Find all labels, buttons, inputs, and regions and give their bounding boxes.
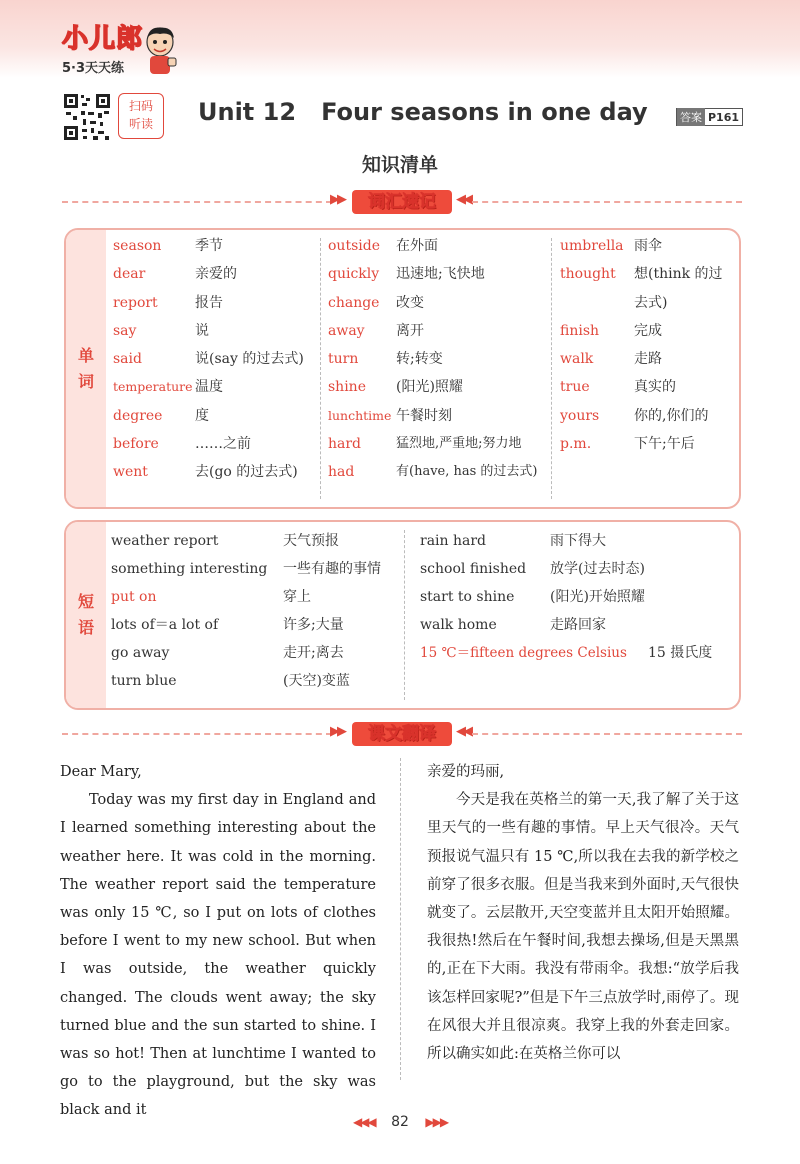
- word-zh: 迅速地;飞快地: [396, 266, 485, 283]
- word-en: p.m.: [560, 436, 592, 453]
- chinese-greeting: 亲爱的玛丽,: [427, 764, 505, 780]
- list-item: [113, 377, 304, 405]
- phrase-en: turn blue: [111, 673, 177, 689]
- words-col-2: [328, 236, 538, 491]
- word-en: said: [113, 351, 142, 368]
- list-item: [328, 349, 538, 377]
- translation-section-label: 课文翻译: [352, 722, 452, 746]
- column-separator: [320, 238, 321, 499]
- phrase-zh: 许多;大量: [283, 617, 344, 633]
- word-en: went: [113, 464, 148, 481]
- phrases-box: [64, 520, 741, 710]
- list-item: [560, 377, 723, 405]
- word-en: umbrella: [560, 238, 624, 254]
- translation-section-divider: [62, 722, 742, 746]
- chinese-passage: [427, 758, 739, 1068]
- brand-name: 小儿郎: [62, 24, 144, 54]
- list-item: [111, 531, 381, 559]
- qr-code-icon[interactable]: [63, 93, 111, 141]
- answer-page: P161: [708, 110, 740, 124]
- phrases-col-2: [420, 531, 712, 671]
- phrase-zh: 走开;离去: [283, 645, 344, 661]
- list-item: [328, 462, 538, 490]
- english-body: Today was my first day in England and I learned something interesting about the weather here. It was cold in the morning. The weather report said the temperature was only 15 ℃, so I put on lots of clothes before I went to my new school. But when I was outside, the weather quickly changed. The clouds went away; the sky turned blue and the sun started to shine. I was so hot! Then at lunchtime I wanted to go to the playground, but the sky was black and it: [60, 792, 376, 1119]
- list-item: [420, 531, 712, 559]
- word-en: before: [113, 436, 159, 453]
- arrow-right-icon: ▶▶: [330, 192, 344, 207]
- word-en: dear: [113, 266, 146, 283]
- column-separator: [404, 530, 405, 700]
- mascot-icon: [140, 24, 180, 76]
- phrase-zh: (阳光)开始照耀: [550, 589, 645, 605]
- vocab-section-label: 词汇速记: [352, 190, 452, 214]
- arrow-left-icon: ◀◀: [456, 724, 470, 739]
- list-item: [560, 293, 723, 321]
- word-zh: 报告: [195, 294, 223, 311]
- phrase-zh: (天空)变蓝: [283, 673, 350, 689]
- word-zh: 雨伞: [634, 238, 662, 254]
- word-en: change: [328, 294, 380, 311]
- word-zh: 亲爱的: [195, 266, 237, 283]
- words-col-1: [113, 236, 304, 491]
- list-item: [328, 377, 538, 405]
- word-en: thought: [560, 266, 616, 283]
- list-item: [560, 406, 723, 434]
- word-en: walk: [560, 351, 594, 368]
- list-item: [420, 559, 712, 587]
- phrase-en: lots of＝a lot of: [111, 617, 219, 633]
- column-separator: [551, 238, 552, 499]
- phrase-zh: 放学(过去时态): [550, 561, 645, 577]
- phrase-en: rain hard: [420, 533, 487, 549]
- word-zh: 真实的: [634, 379, 676, 396]
- word-zh: 你的,你们的: [634, 407, 709, 424]
- divider-line-right: [472, 201, 742, 203]
- page-number-text: 82: [391, 1114, 409, 1130]
- arrow-right-icon: ▶▶: [330, 724, 344, 739]
- list-item: [328, 406, 538, 434]
- section-title: 知识清单: [361, 154, 438, 176]
- list-item: [113, 293, 304, 321]
- word-zh: 猛烈地,严重地;努力地: [396, 436, 522, 452]
- arrow-left-icon: ◀◀: [456, 192, 470, 207]
- phrases-col-1: [111, 531, 381, 699]
- phrase-en: something interesting: [111, 561, 268, 577]
- list-item: [111, 587, 381, 615]
- words-label-char2: 词: [77, 371, 94, 391]
- list-item: [111, 559, 381, 587]
- word-en: had: [328, 464, 355, 481]
- word-zh: 改变: [396, 294, 424, 311]
- word-en: away: [328, 322, 365, 339]
- word-zh: 有(have, has 的过去式): [396, 464, 538, 480]
- list-item: [113, 236, 304, 264]
- column-separator: [400, 758, 401, 1080]
- word-en: turn: [328, 351, 359, 368]
- divider-line-left: [62, 201, 332, 203]
- word-zh: 去式): [634, 294, 668, 311]
- word-en: hard: [328, 436, 362, 453]
- word-zh: 离开: [396, 322, 424, 339]
- answer-page-tag: [676, 108, 743, 126]
- phrase-en: start to shine: [420, 589, 515, 605]
- word-en: outside: [328, 238, 380, 254]
- phrases-label-char2: 语: [77, 618, 94, 637]
- word-zh: 说: [195, 322, 209, 339]
- word-en: degree: [113, 407, 163, 424]
- word-zh: 完成: [634, 322, 662, 339]
- list-item: [111, 615, 381, 643]
- words-col-3: [560, 236, 723, 462]
- english-passage: [60, 758, 376, 1125]
- divider-line-right: [472, 733, 742, 735]
- scan-tag-line2: 听读: [128, 117, 153, 131]
- word-en: lunchtime: [328, 407, 392, 423]
- words-label-char1: 单: [77, 345, 94, 365]
- phrase-zh: 15 摄氏度: [648, 645, 713, 661]
- unit-title-text: Unit 12 Four seasons in one day: [198, 98, 648, 126]
- words-box: [64, 228, 741, 509]
- list-item: [420, 615, 712, 643]
- list-item: [560, 236, 723, 264]
- list-item: [560, 321, 723, 349]
- english-greeting: Dear Mary,: [60, 764, 142, 780]
- phrase-en: go away: [111, 645, 170, 661]
- phrase-zh: 雨下得大: [550, 533, 606, 549]
- list-item: [113, 434, 304, 462]
- word-en: yours: [560, 407, 600, 424]
- word-en: shine: [328, 379, 366, 396]
- scan-to-listen-tag: [118, 93, 164, 139]
- word-zh: 说(say 的过去式): [195, 351, 304, 368]
- word-zh: 温度: [195, 379, 223, 396]
- word-zh: 走路: [634, 351, 662, 368]
- brand-logo: [62, 18, 143, 76]
- phrases-label-char1: 短: [77, 592, 94, 611]
- divider-line-left: [62, 733, 332, 735]
- word-zh: 季节: [195, 238, 223, 254]
- list-item: [113, 264, 304, 292]
- list-item: [328, 293, 538, 321]
- list-item: [111, 671, 381, 699]
- chinese-body: 今天是我在英格兰的第一天,我了解了关于这里天气的一些有趣的事情。早上天气很冷。天气预报说气温只有 15 ℃,所以我在去我的新学校之前穿了很多衣服。但是当我来到外面时,天气很快就变了。云层散开,天空变蓝并且太阳开始照耀。我很热!然后在午餐时间,我想去操场,但是天黑黑的,正在下大雨。我没有带雨伞。我想:“放学后我该怎样回家呢?”但是下午三点放学时,雨停了。现在风很大并且很凉爽。我穿上我的外套走回家。所以确实如此:在英格兰你可以: [427, 792, 739, 1063]
- phrase-en: weather report: [111, 533, 219, 549]
- word-en: temperature: [113, 379, 193, 395]
- phrase-en: school finished: [420, 561, 527, 577]
- list-item: [113, 406, 304, 434]
- phrase-zh: 穿上: [283, 589, 311, 605]
- list-item: [111, 643, 381, 671]
- list-item: [328, 264, 538, 292]
- list-item: [113, 462, 304, 490]
- phrase-zh: 走路回家: [550, 617, 606, 633]
- phrase-en: walk home: [420, 617, 497, 633]
- word-en: season: [113, 238, 162, 254]
- scan-tag-line1: 扫码: [128, 99, 153, 113]
- word-zh: 度: [195, 407, 209, 424]
- phrase-zh: 天气预报: [283, 533, 339, 549]
- phrase-zh: 一些有趣的事情: [283, 561, 381, 577]
- word-en: quickly: [328, 266, 380, 283]
- word-zh: 下午;午后: [634, 436, 695, 453]
- brand-subtitle: 5·3天天练: [62, 61, 125, 76]
- list-item: [420, 643, 712, 671]
- word-zh: 午餐时刻: [396, 407, 452, 424]
- word-zh: ……之前: [195, 436, 251, 453]
- word-en: finish: [560, 322, 600, 339]
- word-en: true: [560, 379, 590, 396]
- answer-label: 答案: [677, 108, 705, 126]
- word-en: report: [113, 294, 158, 311]
- words-label: [66, 230, 106, 507]
- list-item: [560, 434, 723, 462]
- phrase-en: put on: [111, 589, 157, 605]
- list-item: [328, 236, 538, 264]
- word-en: say: [113, 322, 137, 339]
- list-item: [113, 321, 304, 349]
- prev-arrows-icon: ◀◀◀: [352, 1115, 375, 1129]
- word-zh: 去(go 的过去式): [195, 464, 298, 481]
- list-item: [328, 321, 538, 349]
- list-item: [560, 264, 723, 292]
- next-arrows-icon: ▶▶▶: [425, 1115, 448, 1129]
- unit-title: [198, 98, 648, 126]
- list-item: [560, 349, 723, 377]
- vocab-section-divider: [62, 190, 742, 214]
- page-number: [0, 1114, 800, 1130]
- list-item: [420, 587, 712, 615]
- phrase-en: 15 ℃＝fifteen degrees Celsius: [420, 645, 627, 661]
- phrases-label: [66, 522, 106, 708]
- word-zh: 转;转变: [396, 351, 443, 368]
- word-zh: (阳光)照耀: [396, 379, 463, 396]
- list-item: [328, 434, 538, 462]
- word-zh: 想(think 的过: [634, 266, 723, 283]
- word-zh: 在外面: [396, 238, 438, 254]
- list-item: [113, 349, 304, 377]
